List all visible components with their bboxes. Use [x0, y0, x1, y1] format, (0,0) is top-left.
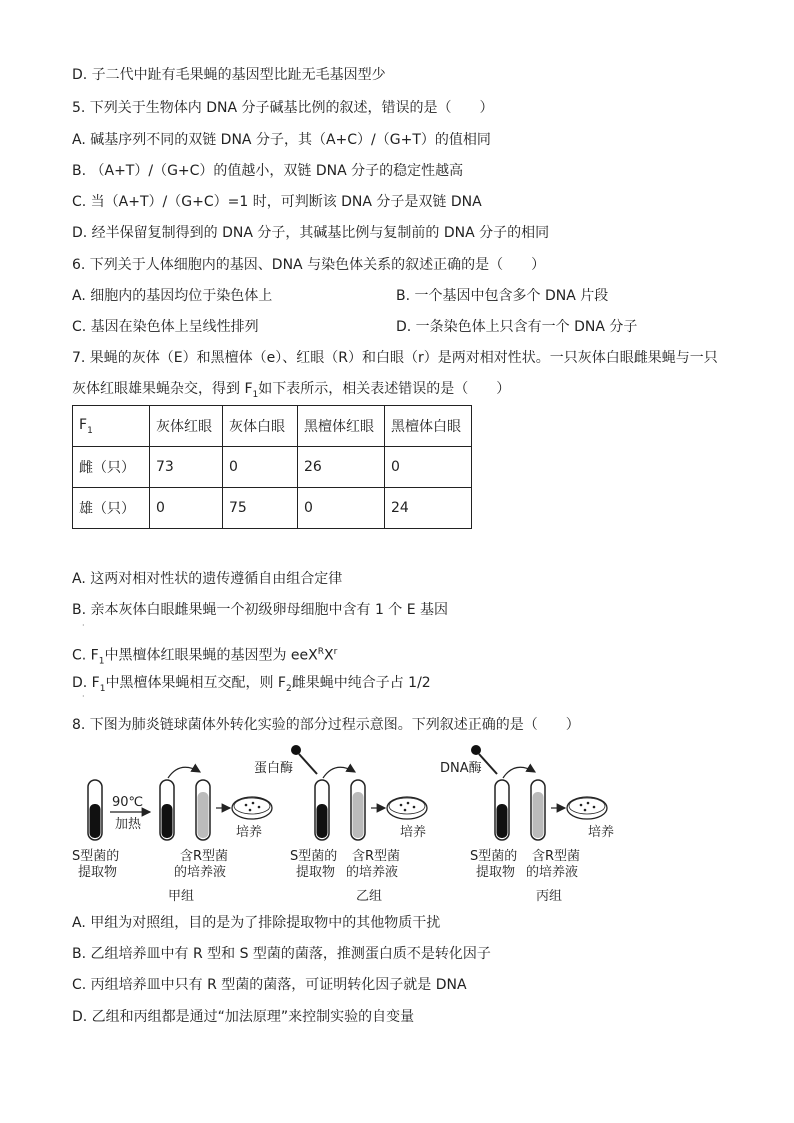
s-extract-label: 提取物	[78, 865, 118, 880]
q7-option-c: C. $F_1$中黑檀体红眼果蝇的基因型为 $eeX^RX^r$	[72, 647, 338, 667]
row-label: 雌（只）	[73, 447, 150, 488]
r-medium-label: 含R型菌	[532, 849, 581, 864]
r-medium-label: 的培养液	[346, 865, 399, 880]
colony	[245, 804, 248, 807]
q5-option-c: C. 当（A+T）/（G+C）=1 时，可判断该 DNA 分子是双链 DNA	[72, 194, 482, 210]
s-extract-label: S型菌的	[290, 849, 338, 864]
colony	[584, 809, 587, 812]
dot-mark: ·	[82, 692, 85, 701]
q6-option-c: C. 基因在染色体上呈线性排列	[72, 319, 259, 335]
s-extract-label: 提取物	[476, 865, 516, 880]
table-cell: 0	[223, 447, 298, 488]
colony	[400, 804, 403, 807]
tube-mixture	[353, 792, 364, 838]
group-label: 丙组	[536, 889, 563, 904]
colony	[593, 806, 596, 809]
dnase-label: DNA酶	[440, 761, 482, 776]
group-b	[254, 745, 427, 904]
tube-fill	[162, 804, 173, 838]
tube-fill	[497, 804, 508, 838]
colony	[580, 804, 583, 807]
temperature-label: 90℃	[112, 795, 144, 810]
colony	[258, 806, 261, 809]
q8-option-d: D. 乙组和丙组都是通过“加法原理”来控制实验的自变量	[72, 1009, 415, 1025]
q6-option-a: A. 细胞内的基因均位于染色体上	[72, 288, 273, 304]
petri-dish	[387, 797, 427, 819]
table-col-header: 黑檀体白眼	[385, 406, 472, 447]
s-extract-label: 提取物	[296, 865, 336, 880]
table-header-row	[73, 406, 472, 447]
row-label: 雄（只）	[73, 488, 150, 529]
q7-option-d: D. $F_1$中黑檀体果蝇相互交配，则 $F_2$雌果蝇中纯合子占 1/2	[72, 675, 431, 694]
group-a	[72, 767, 272, 904]
dot-mark: ·	[82, 621, 85, 630]
q8-option-a: A. 甲组为对照组，目的是为了排除提取物中的其他物质干扰	[72, 915, 441, 931]
group-label: 乙组	[356, 889, 383, 904]
table-cell: 0	[385, 447, 472, 488]
petri-dish-rim	[389, 798, 425, 814]
table-corner: $F_1$	[73, 406, 150, 447]
colony	[252, 802, 255, 805]
question-8: 8. 下图为肺炎链球菌体外转化实验的部分过程示意图。下列叙述正确的是（ ）	[72, 717, 580, 733]
petri-dish	[567, 797, 607, 819]
r-medium-label: 含R型菌	[352, 849, 401, 864]
q7-sub: 1	[252, 389, 259, 400]
r-medium-label: 的培养液	[174, 865, 227, 880]
q7-text-pre: 灰体红眼雄果蝇杂交，得到 F	[72, 381, 253, 397]
colony	[404, 809, 407, 812]
q8-option-b: B. 乙组培养皿中有 R 型和 S 型菌的菌落，推测蛋白质不是转化因子	[72, 946, 491, 962]
colony	[413, 806, 416, 809]
q5-option-d: D. 经半保留复制得到的 DNA 分子，其碱基比例与复制前的 DNA 分子的相同	[72, 225, 550, 241]
dropper	[479, 754, 497, 774]
curved-arrow	[503, 767, 535, 778]
colony	[587, 802, 590, 805]
q7-option-a: A. 这两对相对性状的遗传遵循自由组合定律	[72, 571, 343, 587]
question-7: 7. 果蝇的灰体（E）和黑檀体（e）、红眼（R）和白眼（r）是两对相对性状。一只灰体白眼雌果蝇与一只	[72, 350, 718, 366]
culture-label: 培养	[588, 825, 615, 840]
curved-arrow	[323, 767, 355, 778]
question-5: 5. 下列关于生物体内 DNA 分子碱基比例的叙述，错误的是（ ）	[72, 100, 494, 116]
tube-fill	[317, 804, 328, 838]
table-cell: 73	[150, 447, 223, 488]
group-label: 甲组	[168, 889, 195, 904]
transformation-diagram	[70, 742, 630, 908]
dropper-bulb	[471, 745, 481, 755]
table-col-header: 灰体白眼	[223, 406, 298, 447]
s-extract-label: S型菌的	[470, 849, 518, 864]
q6-option-d: D. 一条染色体上只含有一个 DNA 分子	[396, 319, 638, 335]
table-cell: 0	[150, 488, 223, 529]
curved-arrow	[168, 767, 200, 778]
group-c	[440, 745, 614, 904]
r-medium-label: 含R型菌	[180, 849, 229, 864]
tube-fill	[90, 804, 101, 838]
table-cell: 75	[223, 488, 298, 529]
tube-mixture	[533, 792, 544, 838]
culture-label: 培养	[400, 825, 427, 840]
question-6: 6. 下列关于人体细胞内的基因、DNA 与染色体关系的叙述正确的是（ ）	[72, 257, 546, 273]
dropper-bulb	[291, 745, 301, 755]
option-d-prev: D. 子二代中趾有毛果蝇的基因型比趾无毛基因型少	[72, 67, 386, 83]
f1-table	[72, 405, 472, 529]
r-medium-label: 的培养液	[526, 865, 579, 880]
table-row	[73, 488, 472, 529]
question-7-cont	[72, 380, 510, 404]
colony	[407, 802, 410, 805]
q6-option-b: B. 一个基因中包含多个 DNA 片段	[396, 288, 609, 304]
colony	[249, 809, 252, 812]
q8-option-c: C. 丙组培养皿中只有 R 型菌的菌落，可证明转化因子就是 DNA	[72, 977, 467, 993]
table-cell: 26	[298, 447, 385, 488]
table-col-header: 黑檀体红眼	[298, 406, 385, 447]
q5-option-a: A. 碱基序列不同的双链 DNA 分子，其（A+C）/（G+T）的值相同	[72, 132, 491, 148]
petri-dish-rim	[234, 798, 270, 814]
q5-option-b: B. （A+T）/（G+C）的值越小，双链 DNA 分子的稳定性越高	[72, 163, 464, 179]
culture-label: 培养	[236, 825, 263, 840]
table-cell: 0	[298, 488, 385, 529]
q7-option-b: B. 亲本灰体白眼雌果蝇一个初级卵母细胞中含有 1 个 E 基因	[72, 602, 449, 618]
q7-text-post: 如下表所示，相关表述错误的是（ ）	[258, 381, 511, 397]
dropper	[299, 754, 317, 774]
protease-label: 蛋白酶	[254, 761, 294, 776]
tube-mixture	[198, 792, 209, 838]
table-cell: 24	[385, 488, 472, 529]
petri-dish	[232, 797, 272, 819]
heat-label: 加热	[115, 817, 142, 832]
s-extract-label: S型菌的	[72, 849, 120, 864]
petri-dish-rim	[569, 798, 605, 814]
table-col-header: 灰体红眼	[150, 406, 223, 447]
table-row	[73, 447, 472, 488]
